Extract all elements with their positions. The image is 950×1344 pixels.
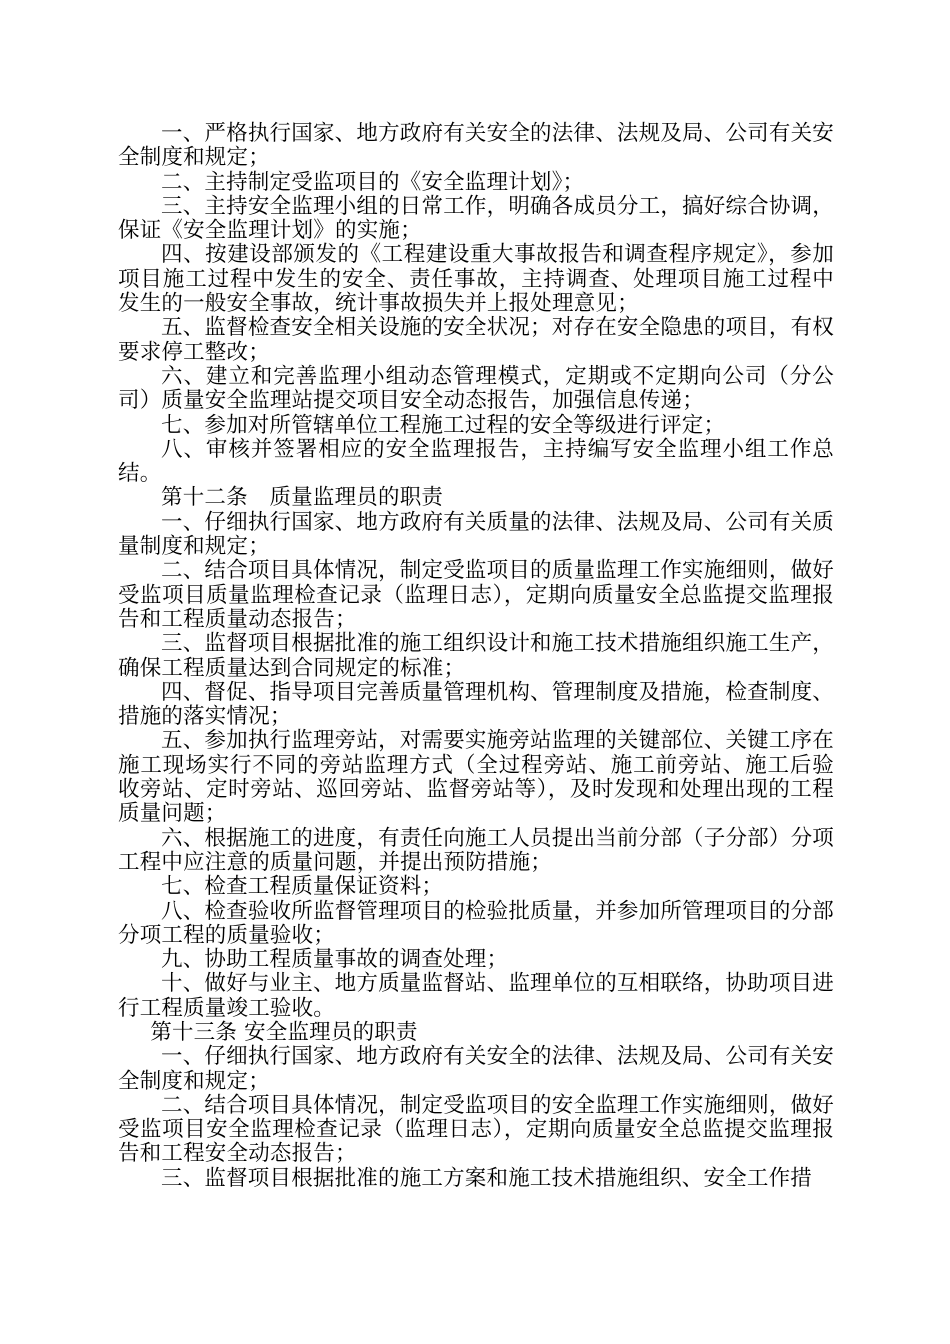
paragraph-safety-6: 六、建立和完善监理小组动态管理模式，定期或不定期向公司（分公司）质量安全监理站提交项目安全动态报告，加强信息传递； bbox=[118, 363, 834, 414]
section-heading-article-13: 第十三条 安全监理员的职责 bbox=[150, 1019, 418, 1045]
paragraph-safety-officer-1: 一、仔细执行国家、地方政府有关安全的法律、法规及局、公司有关安全制度和规定； bbox=[118, 1044, 834, 1094]
paragraph-quality-4: 四、督促、指导项目完善质量管理机构、管理制度及措施，检查制度、措施的落实情况； bbox=[118, 679, 834, 730]
paragraph-quality-10: 十、做好与业主、地方质量监督站、监理单位的互相联络，协助项目进行工程质量竣工验收。 bbox=[118, 971, 834, 1021]
paragraph-quality-3: 三、监督项目根据批准的施工组织设计和施工技术措施组织施工生产，确保工程质量达到合同规定的标准； bbox=[118, 631, 834, 681]
paragraph-safety-officer-2: 二、结合项目具体情况，制定受监项目的安全监理工作实施细则，做好受监项目安全监理检查记录（监理日志），定期向质量安全总监提交监理报告和工程安全动态报告； bbox=[118, 1092, 834, 1167]
paragraph-quality-9: 九、协助工程质量事故的调查处理； bbox=[161, 947, 509, 973]
paragraph-safety-5: 五、监督检查安全相关设施的安全状况；对存在安全隐患的项目，有权要求停工整改； bbox=[118, 315, 834, 365]
paragraph-quality-5: 五、参加执行监理旁站，对需要实施旁站监理的关键部位、关键工序在施工现场实行不同的旁站监理方式（全过程旁站、施工前旁站、施工后验收旁站、定时旁站、巡回旁站、监督旁站等），及时发现和处理出现的工程质量问题； bbox=[118, 728, 834, 827]
paragraph-quality-8: 八、检查验收所监督管理项目的检验批质量，并参加所管理项目的分部分项工程的质量验收； bbox=[118, 898, 834, 948]
paragraph-safety-7: 七、参加对所管辖单位工程施工过程的安全等级进行评定； bbox=[161, 412, 726, 438]
paragraph-safety-2: 二、主持制定受监项目的《安全监理计划》； bbox=[161, 169, 585, 195]
paragraph-safety-3: 三、主持安全监理小组的日常工作，明确各成员分工，搞好综合协调，保证《安全监理计划》的实施； bbox=[118, 193, 834, 244]
paragraph-quality-2: 二、结合项目具体情况，制定受监项目的质量监理工作实施细则，做好受监项目质量监理检查记录（监理日志），定期向质量安全总监提交监理报告和工程质量动态报告； bbox=[118, 558, 834, 632]
paragraph-safety-1: 一、严格执行国家、地方政府有关安全的法律、法规及局、公司有关安全制度和规定； bbox=[118, 121, 834, 171]
paragraph-safety-4: 四、按建设部颁发的《工程建设重大事故报告和调查程序规定》，参加项目施工过程中发生的安全、责任事故，主持调查、处理项目施工过程中发生的一般安全事故，统计事故损失并上报处理意见； bbox=[118, 242, 834, 317]
paragraph-safety-officer-3: 三、监督项目根据批准的施工方案和施工技术措施组织、安全工作措 bbox=[161, 1165, 813, 1191]
paragraph-quality-7: 七、检查工程质量保证资料； bbox=[161, 874, 444, 900]
paragraph-safety-8: 八、审核并签署相应的安全监理报告，主持编写安全监理小组工作总结。 bbox=[118, 436, 834, 487]
document-page bbox=[118, 122, 834, 1191]
paragraph-quality-1: 一、仔细执行国家、地方政府有关质量的法律、法规及局、公司有关质量制度和规定； bbox=[118, 509, 834, 560]
section-heading-article-12: 第十二条 质量监理员的职责 bbox=[161, 485, 444, 511]
paragraph-quality-6: 六、根据施工的进度，有责任向施工人员提出当前分部（子分部）分项工程中应注意的质量问题，并提出预防措施； bbox=[118, 825, 834, 875]
